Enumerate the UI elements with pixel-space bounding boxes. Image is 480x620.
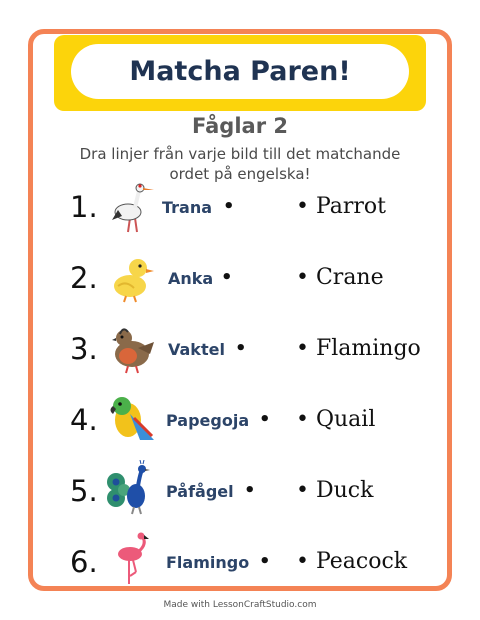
page-title: Matcha Paren! xyxy=(129,56,351,87)
item-number: 6. xyxy=(70,545,98,579)
match-dot-left[interactable]: • xyxy=(223,196,235,217)
swedish-word: Trana xyxy=(162,198,213,217)
swedish-word: Flamingo xyxy=(166,553,250,572)
english-word[interactable]: • Peacock xyxy=(296,549,408,574)
peacock-icon xyxy=(104,460,160,516)
parrot-icon xyxy=(104,390,160,446)
instruction-line-1: Dra linjer från varje bild till det matchande xyxy=(79,145,401,163)
match-dot-left[interactable]: • xyxy=(259,551,271,572)
instruction-line-2: ordet på engelska! xyxy=(169,165,311,183)
duck-icon xyxy=(104,250,160,306)
subtitle: Fåglar 2 xyxy=(192,114,288,138)
swedish-word: Papegoja xyxy=(166,411,250,430)
flamingo-icon xyxy=(104,530,160,586)
swedish-word: Påfågel xyxy=(166,482,234,501)
title-pill xyxy=(71,44,409,99)
crane-icon xyxy=(104,180,160,236)
item-number: 3. xyxy=(70,332,98,366)
english-word[interactable]: • Quail xyxy=(296,407,376,432)
match-dot-left[interactable]: • xyxy=(244,480,256,501)
swedish-word: Vaktel xyxy=(168,340,225,359)
english-word[interactable]: • Flamingo xyxy=(296,336,421,361)
item-number: 2. xyxy=(70,261,98,295)
english-word[interactable]: • Parrot xyxy=(296,194,387,219)
english-word[interactable]: • Duck xyxy=(296,478,374,503)
item-number: 1. xyxy=(70,190,98,224)
english-word[interactable]: • Crane xyxy=(296,265,384,290)
quail-icon xyxy=(104,320,160,376)
item-number: 4. xyxy=(70,403,98,437)
match-dot-left[interactable]: • xyxy=(221,267,233,288)
footer-credit: Made with LessonCraftStudio.com xyxy=(163,600,317,610)
item-number: 5. xyxy=(70,474,98,508)
swedish-word: Anka xyxy=(168,269,214,288)
match-dot-left[interactable]: • xyxy=(235,338,247,359)
match-dot-left[interactable]: • xyxy=(259,409,271,430)
